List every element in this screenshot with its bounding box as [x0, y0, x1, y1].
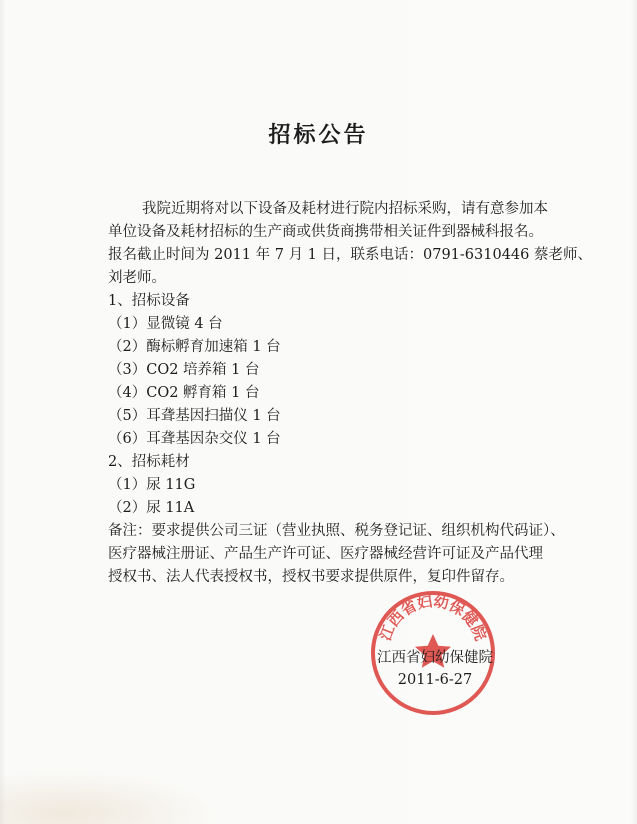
document-body	[108, 198, 592, 589]
paper-stain	[0, 770, 220, 824]
equipment-item-2: （2）酶标孵育加速箱 1 台	[108, 339, 281, 355]
equipment-item-1: （1）显微镜 4 台	[108, 316, 223, 332]
consumable-item-1: （1）尿 11G	[108, 477, 196, 493]
paragraph-line-3: 报名截止时间为 2011 年 7 月 1 日，联系电话：0791-6310446 蔡老师、	[108, 247, 592, 263]
paragraph-line-2: 单位设备及耗材招标的生产商或供货商携带相关证件到器械科报名。	[108, 224, 543, 240]
signature-block	[360, 647, 510, 691]
seal-text-path: 江西省妇幼保健院	[376, 592, 490, 644]
consumable-item-2: （2）尿 11A	[108, 500, 195, 516]
equipment-item-4: （4）CO2 孵育箱 1 台	[108, 385, 260, 401]
signature-date: 2011-6-27	[397, 672, 473, 688]
document-title: 招标公告	[268, 122, 369, 148]
section2-heading: 2、招标耗材	[108, 454, 190, 470]
note-line-3: 授权书、法人代表授权书，授权书要求提供原件，复印件留存。	[108, 569, 514, 585]
note-line-2: 医疗器械注册证、产品生产许可证、医疗器械经营许可证及产品代理	[108, 546, 543, 562]
equipment-item-5: （5）耳聋基因扫描仪 1 台	[108, 408, 281, 424]
signature-organization: 江西省妇幼保健院	[377, 650, 493, 666]
equipment-item-3: （3）CO2 培养箱 1 台	[108, 362, 260, 378]
section1-heading: 1、招标设备	[108, 293, 190, 309]
note-line-1: 备注：要求提供公司三证（营业执照、税务登记证、组织机构代码证）、	[108, 523, 565, 539]
paragraph-line-1: 我院近期将对以下设备及耗材进行院内招标采购，请有意参加本	[142, 201, 548, 217]
equipment-item-6: （6）耳聋基因杂交仪 1 台	[108, 431, 281, 447]
paragraph-line-4: 刘老师。	[108, 270, 166, 286]
